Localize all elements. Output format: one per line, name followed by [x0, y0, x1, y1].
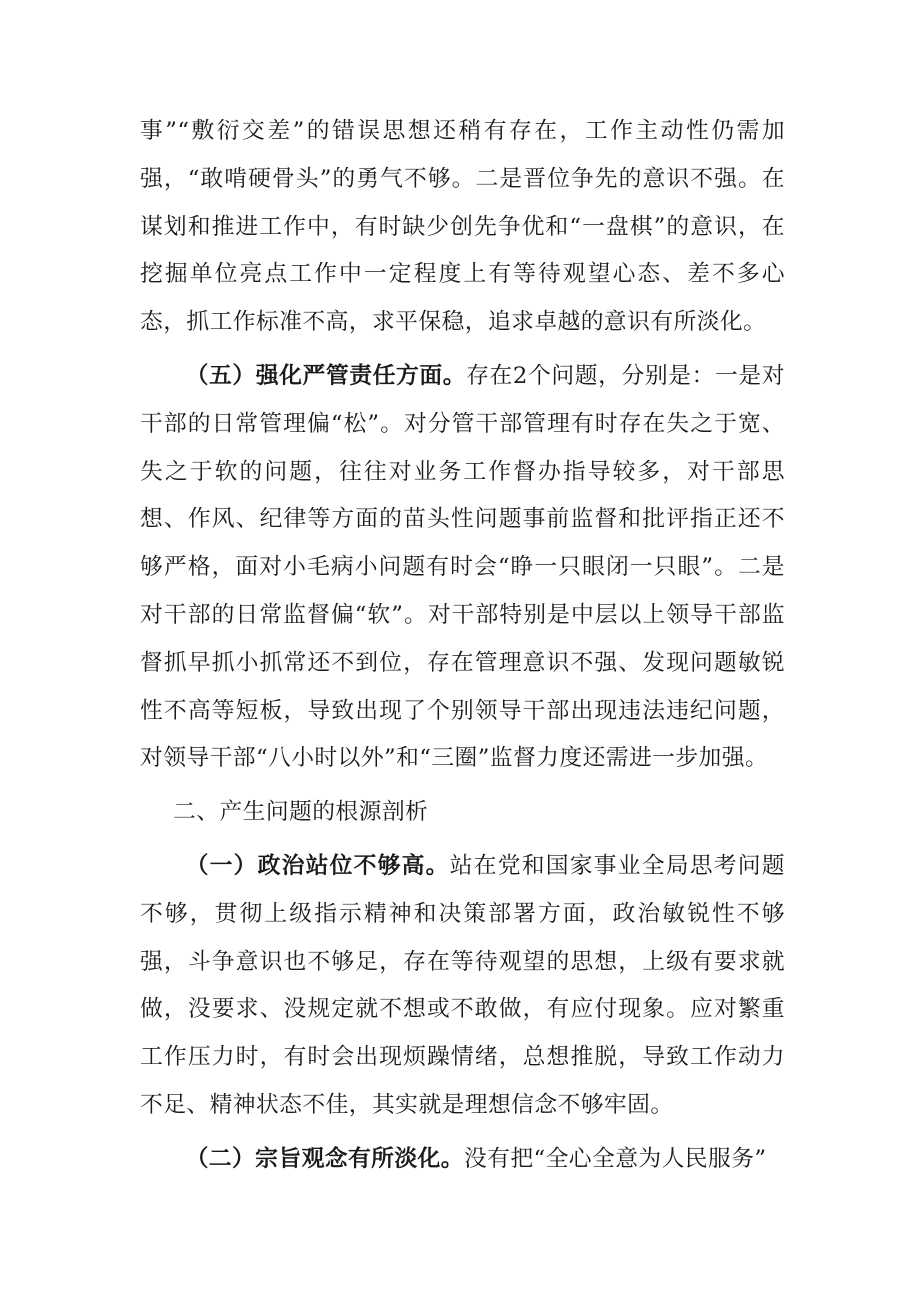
paragraph-text: 存在2个问题，分别是：一是对干部的日常管理偏“松”。对分管干部管理有时存在失之于宽、失之于软的问题，往往对业务工作督办指导较多，对干部思想、作风、纪律等方面的苗头性问题事前监督和批评指正还不够严格，面对小毛病小问题有时会“睁一只眼闭一只眼”。二是对干部的日常监督偏“软”。对干部特别是中层以上领导干部监督抓早抓小抓常还不到位，存在管理意识不强、发现问题敏锐性不高等短板，导致出现了个别领导干部出现违法违纪问题，对领导干部“八小时以外”和“三圈”监督力度还需进一步加强。: [140, 362, 785, 772]
paragraph-text: 站在党和国家事业全局思考问题不够，贯彻上级指示精神和决策部署方面，政治敏锐性不够强，斗争意识也不够足，存在等待观望的思想，上级有要求就做，没要求、没规定就不想或不敢做，有应付现象。应对繁重工作压力时，有时会出现烦躁情绪，总想推脱，导致工作动力不足、精神状态不佳，其实就是理想信念不够牢固。: [140, 852, 785, 1118]
paragraph-political-stance: [140, 843, 785, 1130]
paragraph-lead-heading: （五）强化严管责任方面。: [185, 362, 467, 389]
paragraph-text: 没有把“全心全意为人民服务”: [463, 1145, 767, 1172]
paragraph-continued: [140, 108, 785, 347]
paragraph-lead-heading: （一）政治站位不够高。: [185, 852, 450, 879]
paragraph-purpose-concept: [140, 1136, 785, 1184]
section-heading: 二、产生问题的根源剖析: [173, 799, 429, 826]
paragraph-strict-management: [140, 353, 785, 783]
document-body: [140, 108, 785, 1184]
paragraph-text: 事”“敷衍交差”的错误思想还稍有存在，工作主动性仍需加强，“敢啃硬骨头”的勇气不够。二是晋位争先的意识不强。在谋划和推进工作中，有时缺少创先争优和“一盘棋”的意识，在挖掘单位亮点工作中一定程度上有等待观望心态、差不多心态，抓工作标准不高，求平保稳，追求卓越的意识有所淡化。: [140, 118, 785, 336]
paragraph-lead-heading: （二）宗旨观念有所淡化。: [185, 1145, 464, 1172]
